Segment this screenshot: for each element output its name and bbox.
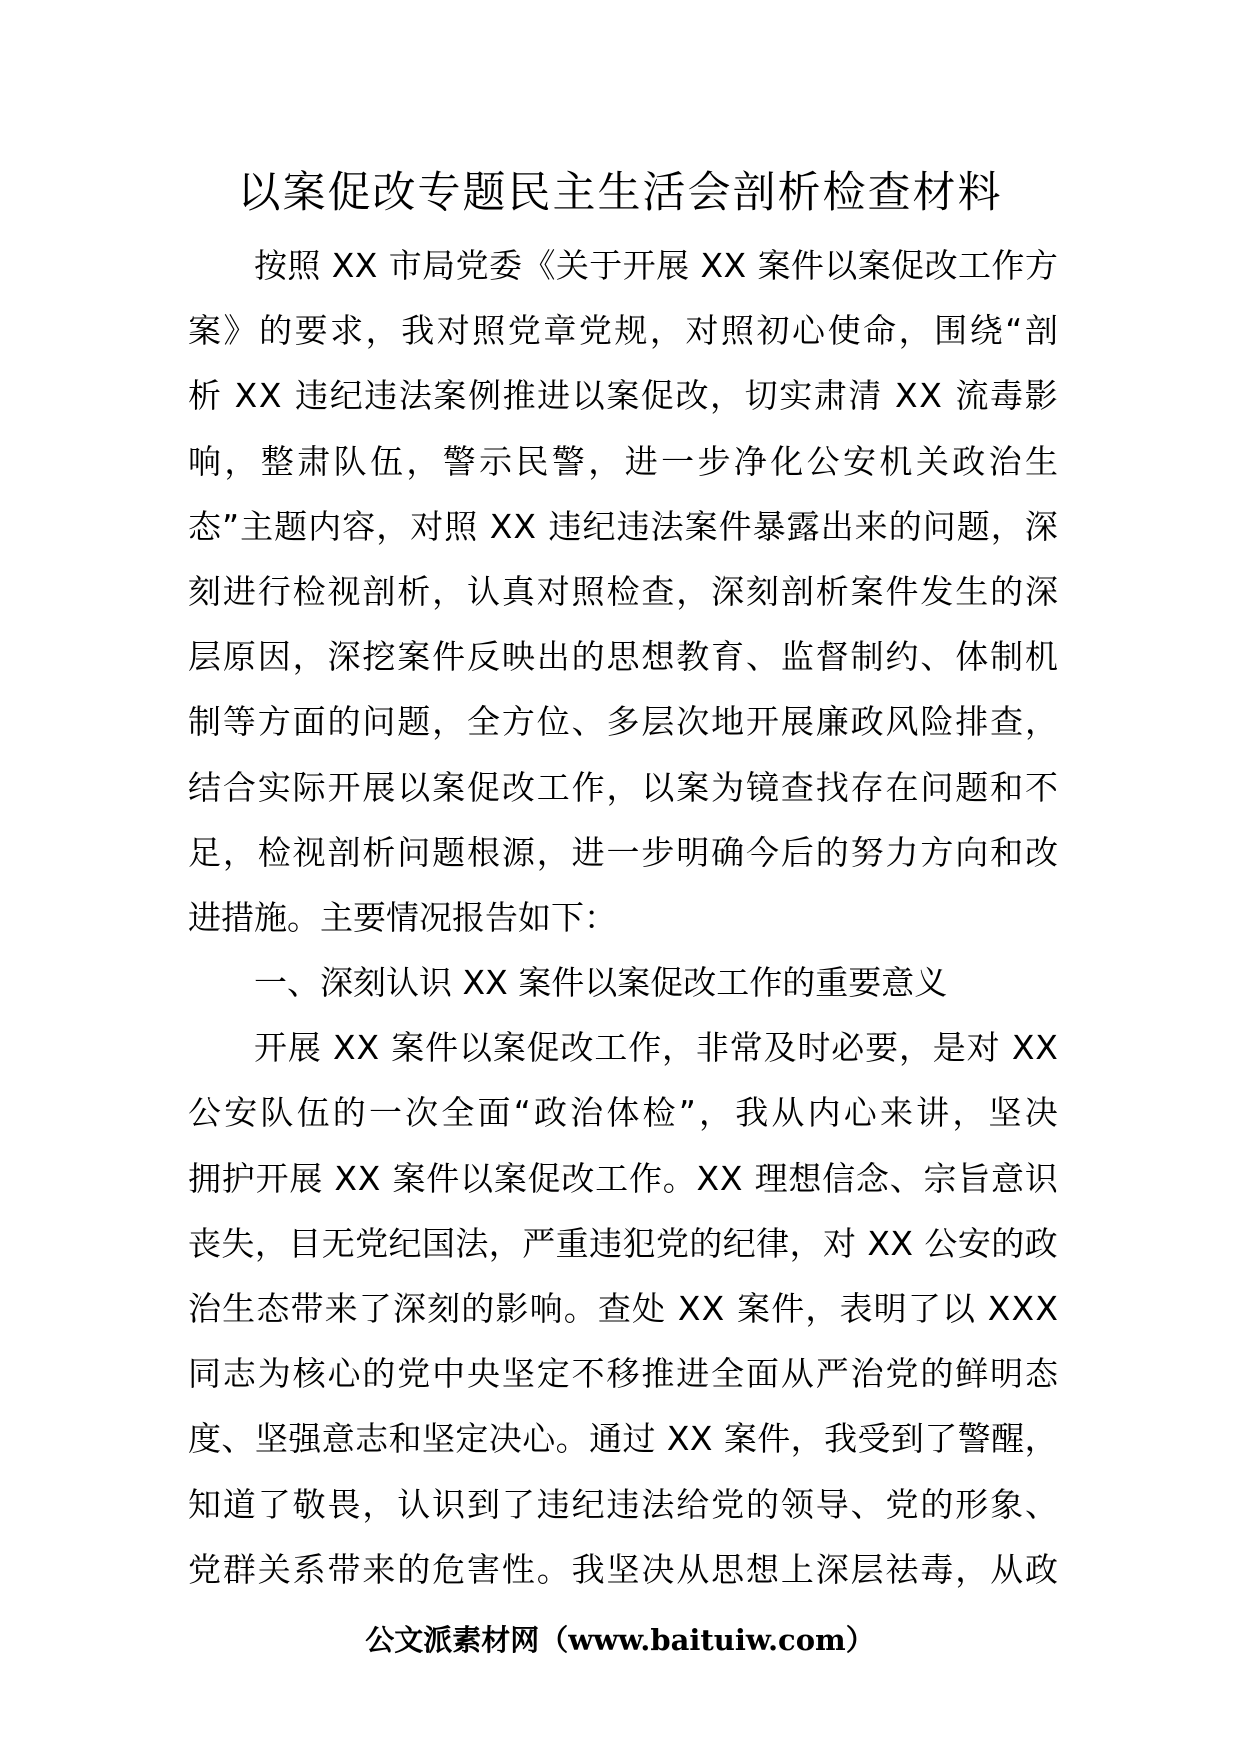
paragraph-line: 足 ， 检 视 剖 析 问 题 根 源 ， 进 一 步 明 确 今 后 的 努 力 方 向 和 改 <box>188 832 1058 872</box>
paragraph-line: 开 展 X X 案 件 以 案 促 改 工 作 ， 非 常 及 时 必 要 ， 是 对 X X <box>254 1028 1058 1068</box>
paragraph-line: 同 志 为 核 心 的 党 中 央 坚 定 不 移 推 进 全 面 从 严 治 党 的 鲜 明 态 <box>188 1354 1058 1394</box>
paragraph-line: 刻 进 行 检 视 剖 析 ， 认 真 对 照 检 查 ， 深 刻 剖 析 案 件 发 生 的 深 <box>188 571 1058 611</box>
paragraph-line: 拥 护 开 展 X X 案 件 以 案 促 改 工 作 。 X X 理 想 信 念 、 宗 旨 意 识 <box>188 1158 1058 1198</box>
paragraph-line: 制 等 方 面 的 问 题 ， 全 方 位 、 多 层 次 地 开 展 廉 政 风 险 排 查 ， <box>188 702 1058 742</box>
paragraph-line: 知 道 了 敬 畏 ， 认 识 到 了 违 纪 违 法 给 党 的 领 导 、 党 的 形 象 、 <box>188 1484 1058 1524</box>
paragraph-line: 党 群 关 系 带 来 的 危 害 性 。 我 坚 决 从 思 想 上 深 层 祛 毒 ， 从 政 <box>188 1549 1058 1589</box>
document-body <box>188 233 1058 1602</box>
paragraph-line: 案 》 的 要 求 ， 我 对 照 党 章 党 规 ， 对 照 初 心 使 命 ， 围 绕 “ 剖 <box>188 311 1058 351</box>
paragraph-line: 治 生 态 带 来 了 深 刻 的 影 响 。 查 处 X X 案 件 ， 表 明 了 以 X X X <box>188 1289 1058 1328</box>
paragraph-line: 层 原 因 ， 深 挖 案 件 反 映 出 的 思 想 教 育 、 监 督 制 约 、 体 制 机 <box>188 637 1058 677</box>
paragraph-line: 度 、 坚 强 意 志 和 坚 定 决 心 。 通 过 X X 案 件 ， 我 受 到 了 警 醒 ， <box>188 1419 1058 1459</box>
paragraph-line: 进措施。主要情况报告如下： <box>188 897 617 937</box>
paragraph-line: 按 照 X X 市 局 党 委 《 关 于 开 展 X X 案 件 以 案 促 改 工 作 方 <box>254 246 1058 285</box>
paragraph-line: 公 安 队 伍 的 一 次 全 面 “ 政 治 体 检 ” ， 我 从 内 心 来 讲 ， 坚 决 <box>188 1093 1058 1133</box>
paragraph-line: 丧 失 ， 目 无 党 纪 国 法 ， 严 重 违 犯 党 的 纪 律 ， 对 X X 公 安 的 政 <box>188 1223 1058 1263</box>
paragraph-line: 响 ， 整 肃 队 伍 ， 警 示 民 警 ， 进 一 步 净 化 公 安 机 关 政 治 生 <box>188 441 1058 481</box>
paragraph-line: 结 合 实 际 开 展 以 案 促 改 工 作 ， 以 案 为 镜 查 找 存 在 问 题 和 不 <box>188 767 1058 807</box>
paragraph-line: 析 X X 违 纪 违 法 案 例 推 进 以 案 促 改 ， 切 实 肃 清 X X 流 毒 影 <box>188 376 1058 416</box>
paragraph-line: 态 ” 主 题 内 容 ， 对 照 X X 违 纪 违 法 案 件 暴 露 出 来 的 问 题 ， 深 <box>188 506 1058 546</box>
document-title: 以案促改专题民主生活会剖析检查材料 <box>237 168 1003 218</box>
section-heading: 一、深刻认识 XX 案件以案促改工作的重要意义 <box>254 963 948 1003</box>
footer-watermark-text: 公文派素材网（www.baituiw.com） <box>365 1623 875 1657</box>
